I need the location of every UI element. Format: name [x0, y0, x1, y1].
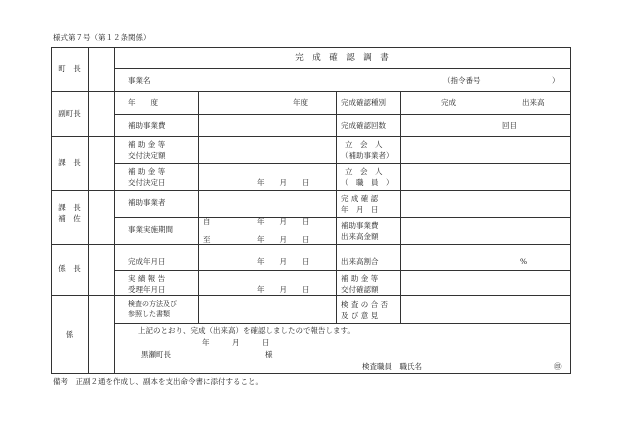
- report-date-value: 年 月 日: [257, 285, 310, 294]
- grant-decision-date-label-1: 補 助 金 等: [128, 167, 166, 176]
- progress-rate-unit: %: [520, 257, 528, 266]
- remarks-note: 備考 正副２通を作成し、副本を支出命令書に添付すること。: [53, 377, 263, 386]
- result-label-2: 及 び 意 見: [341, 311, 379, 320]
- form-number: 様式第７号（第１２条関係）: [53, 33, 151, 42]
- approver-subsection-chief: 係 長: [58, 264, 81, 273]
- fiscal-year-value: 年度: [293, 98, 308, 107]
- approver-assistant-chief: 課 長: [58, 203, 81, 212]
- inspection-type-label: 完成確認種別: [341, 98, 386, 107]
- period-label: 事業実施期間: [128, 225, 173, 234]
- period-from-mark: 自: [203, 217, 211, 226]
- approver-vice-mayor: 副町長: [58, 109, 81, 118]
- result-label-1: 検 査 の 合 否: [341, 300, 389, 309]
- grant-amount-label-2: 出来高金額: [341, 232, 379, 241]
- designation-close: ）: [552, 76, 560, 85]
- designation-label: （指令番号: [443, 76, 481, 85]
- witness-operator-label-1: 立 会 人: [345, 140, 383, 149]
- inspector-label: 検査職員 職氏名: [362, 362, 422, 371]
- addressee: 黒瀬町長: [141, 350, 171, 359]
- grant-decision-amount-label-2: 交付決定額: [128, 151, 166, 160]
- grant-decision-amount-label-1: 補 助 金 等: [128, 140, 166, 149]
- confirmed-amount-label-2: 交付確認額: [341, 285, 379, 294]
- grant-decision-date-value: 年 月 日: [257, 178, 310, 187]
- seal-icon: ㊞: [554, 362, 562, 371]
- approver-staff: 係: [65, 330, 74, 339]
- witness-staff-label-1: 立 会 人: [345, 167, 383, 176]
- inspection-type-complete: 完成: [441, 98, 456, 107]
- report-date: 年 月 日: [202, 338, 270, 347]
- report-date-label-2: 受理年月日: [128, 285, 166, 294]
- approver-section-chief: 課 長: [58, 158, 81, 167]
- inspection-date-label-1: 完 成 確 認: [341, 194, 379, 203]
- document-title: 完 成 確 認 調 書: [295, 53, 389, 63]
- project-name-label: 事業名: [128, 76, 151, 85]
- witness-operator-label-2: （補助事業者）: [341, 151, 394, 160]
- report-statement: 上記のとおり、完成（出来高）を確認しましたので報告します。: [138, 326, 355, 335]
- grant-decision-date-label-2: 交付決定日: [128, 178, 166, 187]
- inspection-type-partial: 出来高: [522, 98, 545, 107]
- method-label-2: 参照した書類: [128, 310, 170, 318]
- grant-amount-label-1: 補助事業費: [341, 221, 379, 230]
- witness-staff-label-2: （ 職 員 ）: [341, 178, 394, 187]
- approver-assistant-chief-2: 補 佐: [58, 214, 81, 223]
- progress-rate-label: 出来高割合: [341, 257, 379, 266]
- operator-label: 補助事業者: [128, 198, 166, 207]
- confirmed-amount-label-1: 補 助 金 等: [341, 274, 379, 283]
- addressee-honorific: 様: [265, 350, 273, 359]
- completion-date-label: 完成年月日: [128, 257, 166, 266]
- period-from-date: 年 月 日: [257, 217, 310, 226]
- inspection-date-label-2: 年 月 日: [341, 205, 379, 214]
- approver-mayor: 町 長: [58, 64, 81, 73]
- period-to-date: 年 月 日: [257, 235, 310, 244]
- fiscal-year-label: 年 度: [128, 98, 158, 107]
- method-label-1: 検査の方法及び: [128, 300, 177, 308]
- subsidy-cost-label: 補助事業費: [128, 121, 166, 130]
- inspection-count-label: 完成確認回数: [341, 121, 386, 130]
- period-to-mark: 至: [203, 235, 211, 244]
- report-date-label-1: 実 績 報 告: [128, 274, 166, 283]
- inspection-count-unit: 回目: [502, 121, 517, 130]
- completion-date-value: 年 月 日: [257, 257, 310, 266]
